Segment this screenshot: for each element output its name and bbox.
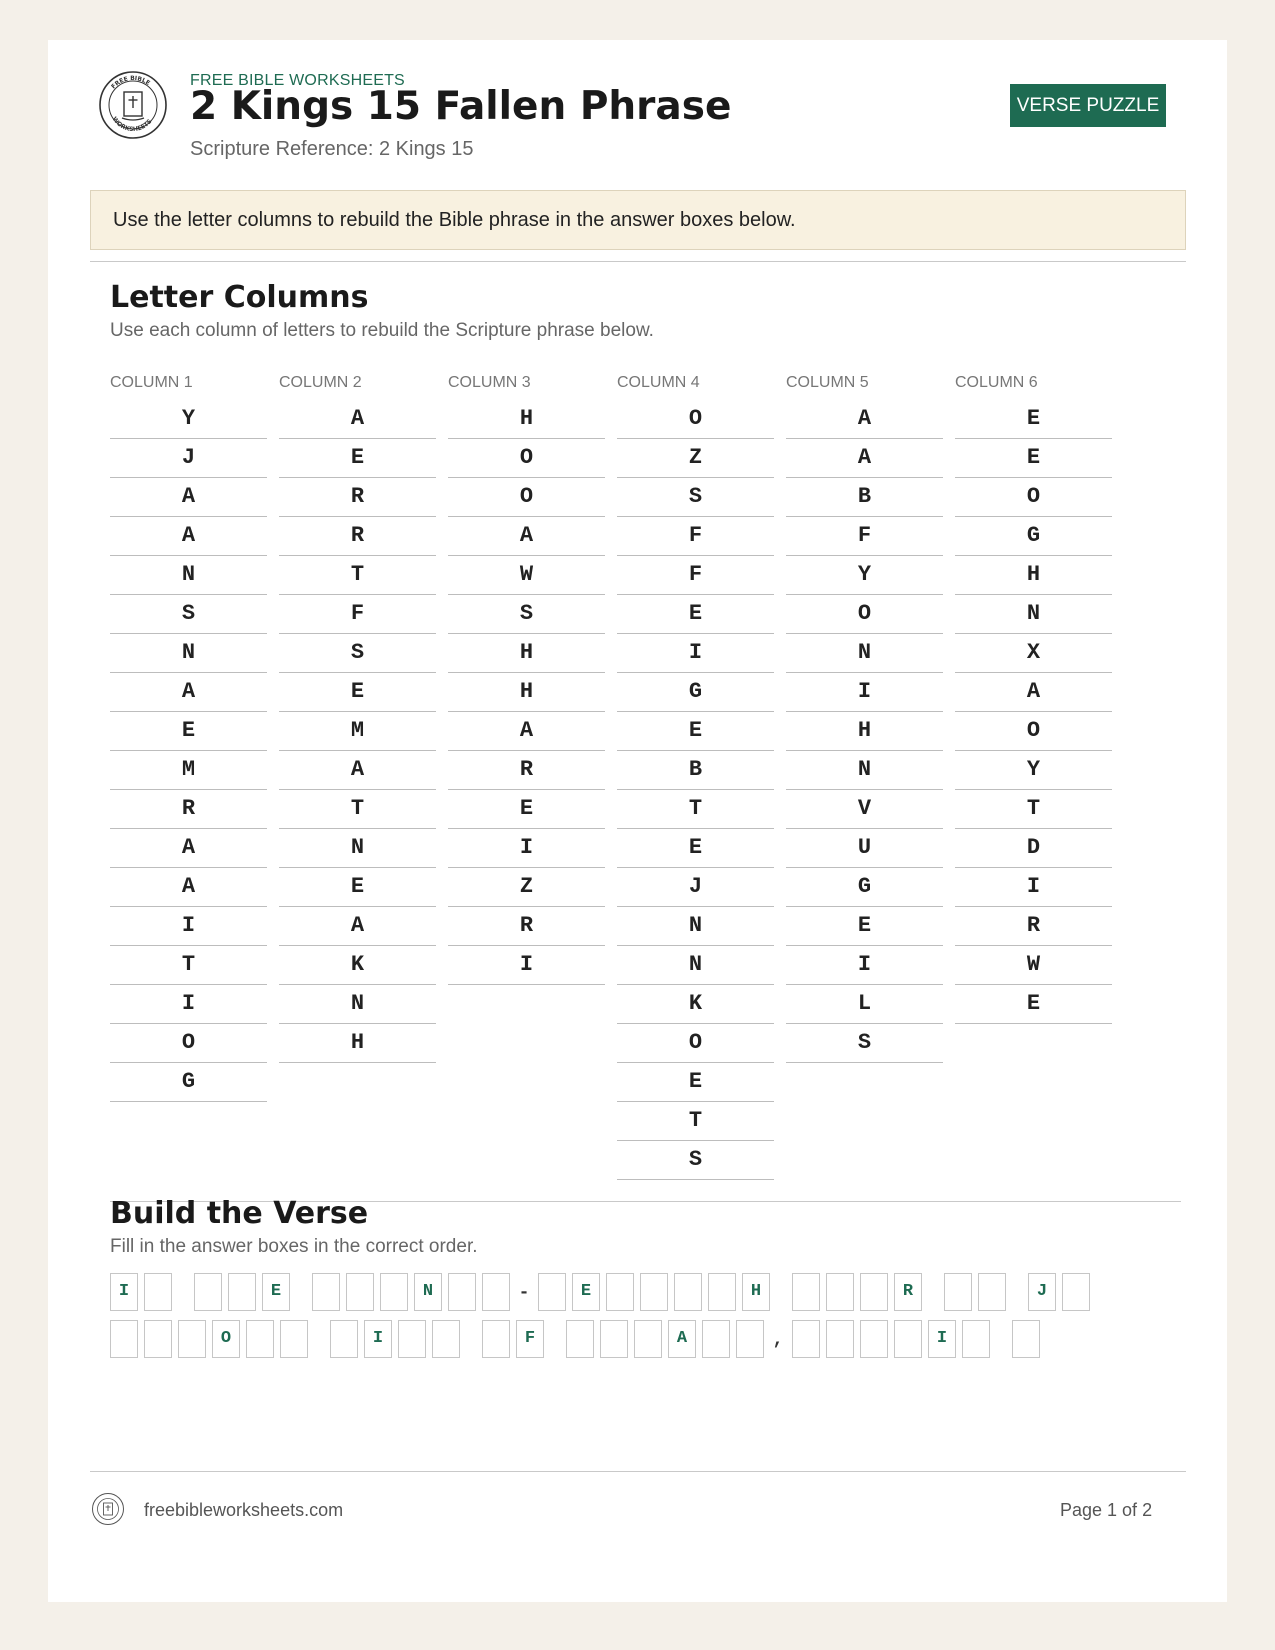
- answer-box-given: J: [1028, 1273, 1056, 1311]
- letter-cell: N: [279, 829, 436, 868]
- letter-columns-subtitle: Use each column of letters to rebuild the Scripture phrase below.: [110, 320, 654, 341]
- letter-cell: G: [110, 1063, 267, 1102]
- worksheet-page: [48, 40, 1227, 1602]
- letter-cell: N: [617, 946, 774, 985]
- build-verse-heading: Build the Verse: [110, 1196, 369, 1231]
- letter-cell: T: [110, 946, 267, 985]
- letter-cell: E: [448, 790, 605, 829]
- letter-cell: Z: [448, 868, 605, 907]
- answer-box[interactable]: [398, 1320, 426, 1358]
- letter-column: [786, 375, 943, 1063]
- answer-box[interactable]: [1062, 1273, 1090, 1311]
- answer-box[interactable]: [228, 1273, 256, 1311]
- footer-divider: [90, 1471, 1186, 1472]
- letter-cell: N: [955, 595, 1112, 634]
- letter-cell: X: [955, 634, 1112, 673]
- letter-cell: Z: [617, 439, 774, 478]
- answer-box[interactable]: [860, 1320, 888, 1358]
- letter-cell: R: [279, 478, 436, 517]
- letter-cell: W: [448, 556, 605, 595]
- letter-cell: F: [786, 517, 943, 556]
- letter-cell: E: [279, 673, 436, 712]
- letter-cell: H: [448, 634, 605, 673]
- letter-cell: H: [786, 712, 943, 751]
- page-title: 2 Kings 15 Fallen Phrase: [190, 84, 732, 129]
- letter-cell: W: [955, 946, 1112, 985]
- letter-cell: S: [786, 1024, 943, 1063]
- answer-box[interactable]: [110, 1320, 138, 1358]
- answer-box[interactable]: [674, 1273, 702, 1311]
- letter-cell: A: [786, 400, 943, 439]
- column-label: COLUMN 1: [110, 374, 193, 391]
- letter-cell: A: [110, 829, 267, 868]
- letter-cell: I: [110, 985, 267, 1024]
- letter-cell: A: [786, 439, 943, 478]
- letter-cell: H: [279, 1024, 436, 1063]
- column-label: COLUMN 5: [786, 374, 869, 391]
- letter-cell: S: [448, 595, 605, 634]
- letter-cell: T: [617, 1102, 774, 1141]
- letter-cell: I: [786, 673, 943, 712]
- letter-cell: T: [955, 790, 1112, 829]
- punctuation-mark: -: [518, 1283, 530, 1303]
- answer-box[interactable]: [826, 1320, 854, 1358]
- letter-cell: Y: [786, 556, 943, 595]
- footer-logo-icon: [91, 1492, 125, 1526]
- letter-cell: N: [110, 634, 267, 673]
- answer-box-given: A: [668, 1320, 696, 1358]
- column-label: COLUMN 2: [279, 374, 362, 391]
- letter-cell: R: [448, 907, 605, 946]
- column-label: COLUMN 4: [617, 374, 700, 391]
- letter-cell: F: [617, 517, 774, 556]
- letter-cell: N: [617, 907, 774, 946]
- letter-cell: J: [617, 868, 774, 907]
- letter-cell: I: [448, 946, 605, 985]
- letter-cell: A: [110, 478, 267, 517]
- answer-box[interactable]: [380, 1273, 408, 1311]
- answer-box-given: I: [110, 1273, 138, 1311]
- letter-cell: F: [617, 556, 774, 595]
- answer-box[interactable]: [826, 1273, 854, 1311]
- answer-box[interactable]: [482, 1273, 510, 1311]
- answer-box[interactable]: [702, 1320, 730, 1358]
- letter-column: [279, 375, 436, 1063]
- letter-cell: I: [786, 946, 943, 985]
- instructions-text: Use the letter columns to rebuild the Bible phrase in the answer boxes below.: [113, 208, 796, 231]
- punctuation-mark: ,: [772, 1330, 784, 1350]
- answer-box[interactable]: [144, 1320, 172, 1358]
- answer-box[interactable]: [330, 1320, 358, 1358]
- svg-text:WORKSHEETS: WORKSHEETS: [110, 115, 154, 134]
- build-verse-subtitle: Fill in the answer boxes in the correct order.: [110, 1236, 478, 1257]
- letter-cell: I: [617, 634, 774, 673]
- letter-cell: E: [279, 868, 436, 907]
- letter-cell: O: [617, 400, 774, 439]
- letter-cell: D: [955, 829, 1112, 868]
- letter-cell: A: [110, 673, 267, 712]
- answer-box[interactable]: [312, 1273, 340, 1311]
- letter-cell: E: [110, 712, 267, 751]
- answer-box[interactable]: [144, 1273, 172, 1311]
- letter-cell: N: [786, 634, 943, 673]
- verse-puzzle-badge: VERSE PUZZLE: [1010, 84, 1166, 127]
- letter-cell: R: [110, 790, 267, 829]
- letter-cell: E: [617, 595, 774, 634]
- letter-cell: B: [786, 478, 943, 517]
- letter-cell: F: [279, 595, 436, 634]
- answer-box[interactable]: [708, 1273, 736, 1311]
- letter-cell: T: [279, 556, 436, 595]
- answer-box-given: N: [414, 1273, 442, 1311]
- letter-cell: E: [786, 907, 943, 946]
- letter-cell: A: [279, 400, 436, 439]
- answer-box[interactable]: [962, 1320, 990, 1358]
- answer-box[interactable]: [894, 1320, 922, 1358]
- letter-cell: A: [448, 517, 605, 556]
- letter-cell: L: [786, 985, 943, 1024]
- letter-cell: O: [955, 478, 1112, 517]
- letter-column: [110, 375, 267, 1102]
- answer-box-given: H: [742, 1273, 770, 1311]
- answer-box[interactable]: [944, 1273, 972, 1311]
- letter-column: [617, 375, 774, 1180]
- answer-box[interactable]: [1012, 1320, 1040, 1358]
- letter-cell: K: [279, 946, 436, 985]
- letter-cell: E: [955, 400, 1112, 439]
- letter-cell: O: [617, 1024, 774, 1063]
- letter-cell: R: [279, 517, 436, 556]
- answer-box[interactable]: [194, 1273, 222, 1311]
- bible-logo-icon: [98, 70, 168, 140]
- letter-cell: R: [448, 751, 605, 790]
- letter-cell: O: [786, 595, 943, 634]
- answer-box[interactable]: [634, 1320, 662, 1358]
- letter-cell: M: [279, 712, 436, 751]
- answer-box[interactable]: [482, 1320, 510, 1358]
- letter-column: [448, 375, 605, 985]
- answer-box-given: R: [894, 1273, 922, 1311]
- answer-box-given: I: [928, 1320, 956, 1358]
- letter-cell: U: [786, 829, 943, 868]
- answer-box-given: E: [572, 1273, 600, 1311]
- letter-cell: S: [279, 634, 436, 673]
- letter-cell: S: [617, 1141, 774, 1180]
- answer-box[interactable]: [978, 1273, 1006, 1311]
- letter-cell: R: [955, 907, 1112, 946]
- letter-cell: K: [617, 985, 774, 1024]
- answer-box[interactable]: [566, 1320, 594, 1358]
- answer-box-given: I: [364, 1320, 392, 1358]
- answer-box[interactable]: [448, 1273, 476, 1311]
- letter-cell: I: [955, 868, 1112, 907]
- letter-cell: H: [955, 556, 1112, 595]
- answer-box-given: F: [516, 1320, 544, 1358]
- scripture-reference: Scripture Reference: 2 Kings 15: [190, 138, 474, 160]
- letter-cell: E: [617, 712, 774, 751]
- letter-cell: G: [955, 517, 1112, 556]
- letter-cell: A: [110, 868, 267, 907]
- letter-cell: S: [617, 478, 774, 517]
- letter-cell: O: [448, 478, 605, 517]
- letter-cell: A: [279, 907, 436, 946]
- letter-cell: J: [110, 439, 267, 478]
- answer-box[interactable]: [736, 1320, 764, 1358]
- answer-box[interactable]: [346, 1273, 374, 1311]
- svg-text:FREE BIBLE: FREE BIBLE: [110, 74, 152, 91]
- letter-cell: T: [617, 790, 774, 829]
- answer-box[interactable]: [600, 1320, 628, 1358]
- answer-box-given: O: [212, 1320, 240, 1358]
- letter-cell: E: [955, 439, 1112, 478]
- column-label: COLUMN 3: [448, 374, 531, 391]
- answer-box[interactable]: [792, 1273, 820, 1311]
- answer-box[interactable]: [792, 1320, 820, 1358]
- answer-box[interactable]: [178, 1320, 206, 1358]
- letter-cell: A: [955, 673, 1112, 712]
- letter-cell: O: [955, 712, 1112, 751]
- brand-name: FREE BIBLE WORKSHEETS: [190, 72, 405, 89]
- letter-cell: A: [110, 517, 267, 556]
- letter-cell: O: [448, 439, 605, 478]
- letter-cell: G: [786, 868, 943, 907]
- answer-box[interactable]: [640, 1273, 668, 1311]
- letter-cell: E: [617, 829, 774, 868]
- letter-columns-heading: Letter Columns: [110, 280, 369, 315]
- page-number: Page 1 of 2: [1060, 1500, 1153, 1520]
- letter-cell: Y: [110, 400, 267, 439]
- letter-column: [955, 375, 1112, 1024]
- letter-cell: V: [786, 790, 943, 829]
- letter-cell: Y: [955, 751, 1112, 790]
- letter-cell: E: [955, 985, 1112, 1024]
- letter-cell: I: [110, 907, 267, 946]
- answer-box[interactable]: [246, 1320, 274, 1358]
- letter-cell: N: [786, 751, 943, 790]
- letter-cell: G: [617, 673, 774, 712]
- instructions-box: [90, 190, 1186, 250]
- answer-box[interactable]: [860, 1273, 888, 1311]
- answer-box[interactable]: [538, 1273, 566, 1311]
- footer-website: freebibleworksheets.com: [144, 1500, 344, 1520]
- column-label: COLUMN 6: [955, 374, 1038, 391]
- letter-cell: E: [617, 1063, 774, 1102]
- letter-cell: I: [448, 829, 605, 868]
- answer-box[interactable]: [606, 1273, 634, 1311]
- letter-cell: S: [110, 595, 267, 634]
- letter-cell: A: [279, 751, 436, 790]
- letter-cell: N: [110, 556, 267, 595]
- letter-cell: A: [448, 712, 605, 751]
- letter-cell: B: [617, 751, 774, 790]
- answer-box[interactable]: [280, 1320, 308, 1358]
- letter-cell: H: [448, 673, 605, 712]
- divider: [90, 261, 1186, 262]
- letter-cell: M: [110, 751, 267, 790]
- letter-cell: H: [448, 400, 605, 439]
- letter-cell: O: [110, 1024, 267, 1063]
- answer-box[interactable]: [432, 1320, 460, 1358]
- letter-cell: E: [279, 439, 436, 478]
- answer-box-given: E: [262, 1273, 290, 1311]
- letter-cell: T: [279, 790, 436, 829]
- letter-cell: N: [279, 985, 436, 1024]
